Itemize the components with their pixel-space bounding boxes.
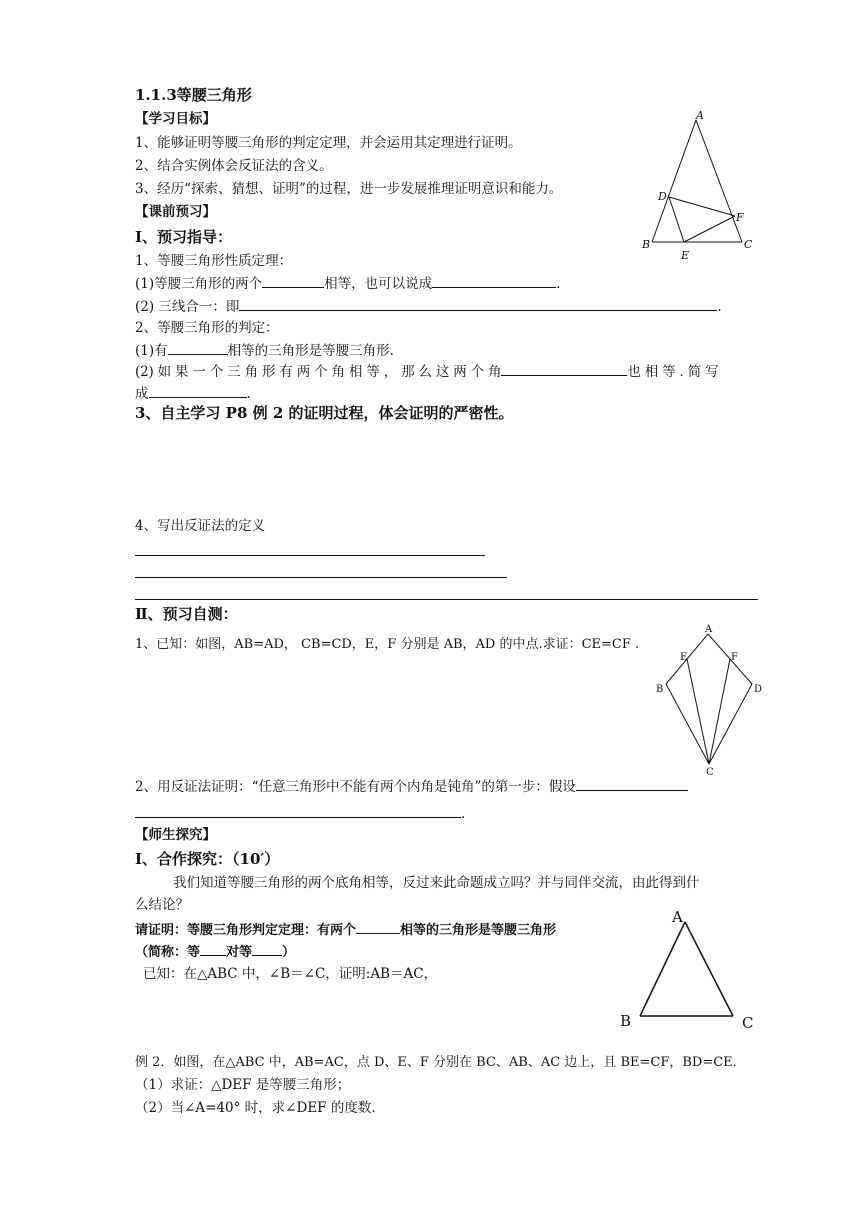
label-a: A (705, 624, 713, 635)
label-c: C (744, 238, 753, 251)
blank-line (356, 920, 400, 934)
goal-item-1: 1、能够证明等腰三角形的判定定理，并会运用其定理进行证明。 (135, 135, 522, 151)
given-statement: 已知：在△ABC 中，∠B＝∠C，证明:AB＝AC， (143, 966, 438, 982)
answer-line (135, 555, 485, 556)
blank-line (432, 274, 556, 288)
answer-line (135, 577, 507, 578)
label-c: C (706, 767, 714, 778)
preview-line-1: 1、等腰三角形性质定理： (135, 253, 293, 269)
label-b: B (620, 1012, 632, 1030)
preview-line-2: (1)等腰三角形的两个 相等，也可以说成 . (135, 276, 561, 292)
blank-line (239, 297, 717, 311)
preview-line-6: (2) 如 果 一 个 三 角 形 有 两 个 角 相 等 ， 那 么 这 两 个 角 也 相 等 . 简 写 (135, 364, 719, 380)
segment-ac (685, 922, 733, 1016)
label-e: E (681, 249, 690, 262)
blank-line (252, 942, 282, 956)
segment-ab (652, 120, 696, 242)
page-title: 1.1.3等腰三角形 (135, 86, 252, 104)
blank-line (501, 362, 627, 376)
blank-line (200, 942, 226, 956)
answer-line (135, 599, 758, 600)
label-d: D (658, 190, 667, 203)
segment-df (669, 197, 735, 216)
segment-ab (640, 922, 685, 1016)
preview-line-9: 4、写出反证法的定义 (135, 518, 266, 534)
label-b: B (656, 684, 664, 695)
explore-heading: 【师生探究】 (135, 827, 216, 843)
selftest-q1: 1、已知：如图，AB=AD， CB=CD，E，F 分别是 AB，AD 的中点.求证：CE=CF . (135, 637, 640, 652)
guide-heading: Ⅰ、预习指导： (135, 228, 233, 246)
label-d: D (754, 684, 763, 695)
goal-item-2: 2、结合实例体会反证法的含义。 (135, 158, 333, 174)
label-b: B (642, 238, 651, 251)
selftest-q2: 2、用反证法证明：“任意三角形中不能有两个内角是钝角”的第一步：假设 (135, 777, 688, 796)
label-f: F (736, 211, 744, 224)
label-f: F (731, 652, 738, 663)
goal-item-3: 3、经历“探索、猜想、证明”的过程，进一步发展推理证明意识和能力。 (135, 181, 563, 197)
segment-dc (709, 684, 752, 764)
figure-isosceles-triangle (616, 906, 766, 1034)
blank-line (135, 804, 461, 818)
segment-fc (709, 659, 730, 764)
label-a: A (672, 908, 683, 926)
goals-heading: 【学习目标】 (135, 111, 216, 127)
prove-short: （简称：等 对等 ） (135, 942, 295, 962)
figure-triangle-def (636, 108, 760, 264)
label-c: C (742, 1014, 754, 1032)
segment-bc (666, 684, 709, 764)
label-e: E (680, 652, 688, 663)
preview-line-7: 成 . (135, 386, 251, 402)
prove-statement: 请证明：等腰三角形判定定理：有两个 相等的三角形是等腰三角形 (135, 920, 556, 940)
preview-line-3: (2) 三线合一：即 . (135, 299, 722, 315)
example-line-2: （1）求证：△DEF 是等腰三角形； (135, 1077, 351, 1093)
blank-line (168, 341, 228, 355)
segment-ef (684, 216, 735, 242)
label-a: A (696, 109, 704, 122)
preview-line-5: (1)有 相等的三角形是等腰三角形. (135, 343, 394, 359)
preview-heading: 【课前预习】 (135, 204, 216, 220)
example-line-3: （2）当∠A=40° 时，求∠DEF 的度数． (135, 1100, 385, 1116)
blank-line (576, 777, 688, 791)
selftest-q2-cont: . (135, 804, 465, 823)
selftest-heading: Ⅱ、预习自测： (135, 605, 238, 623)
preview-line-8: 3、自主学习 P8 例 2 的证明过程，体会证明的严密性。 (135, 404, 514, 422)
explore-para-1: 我们知道等腰三角形的两个底角相等，反过来此命题成立吗？并与同伴交流，由此得到什 (173, 875, 700, 891)
segment-ec (687, 659, 709, 764)
explore-para-2: 么结论？ (135, 897, 189, 913)
preview-line-4: 2、等腰三角形的判定： (135, 320, 279, 336)
example-line-1: 例 2．如图，在△ABC 中，AB=AC，点 D、E、F 分别在 BC、AB、AC 边上，且 BE=CF，BD=CE． (135, 1055, 746, 1070)
blank-line (262, 274, 324, 288)
blank-line (149, 384, 247, 398)
coop-heading: Ⅰ、合作探究：（10′） (135, 850, 280, 868)
figure-kite (650, 620, 770, 780)
segment-de (669, 197, 684, 242)
